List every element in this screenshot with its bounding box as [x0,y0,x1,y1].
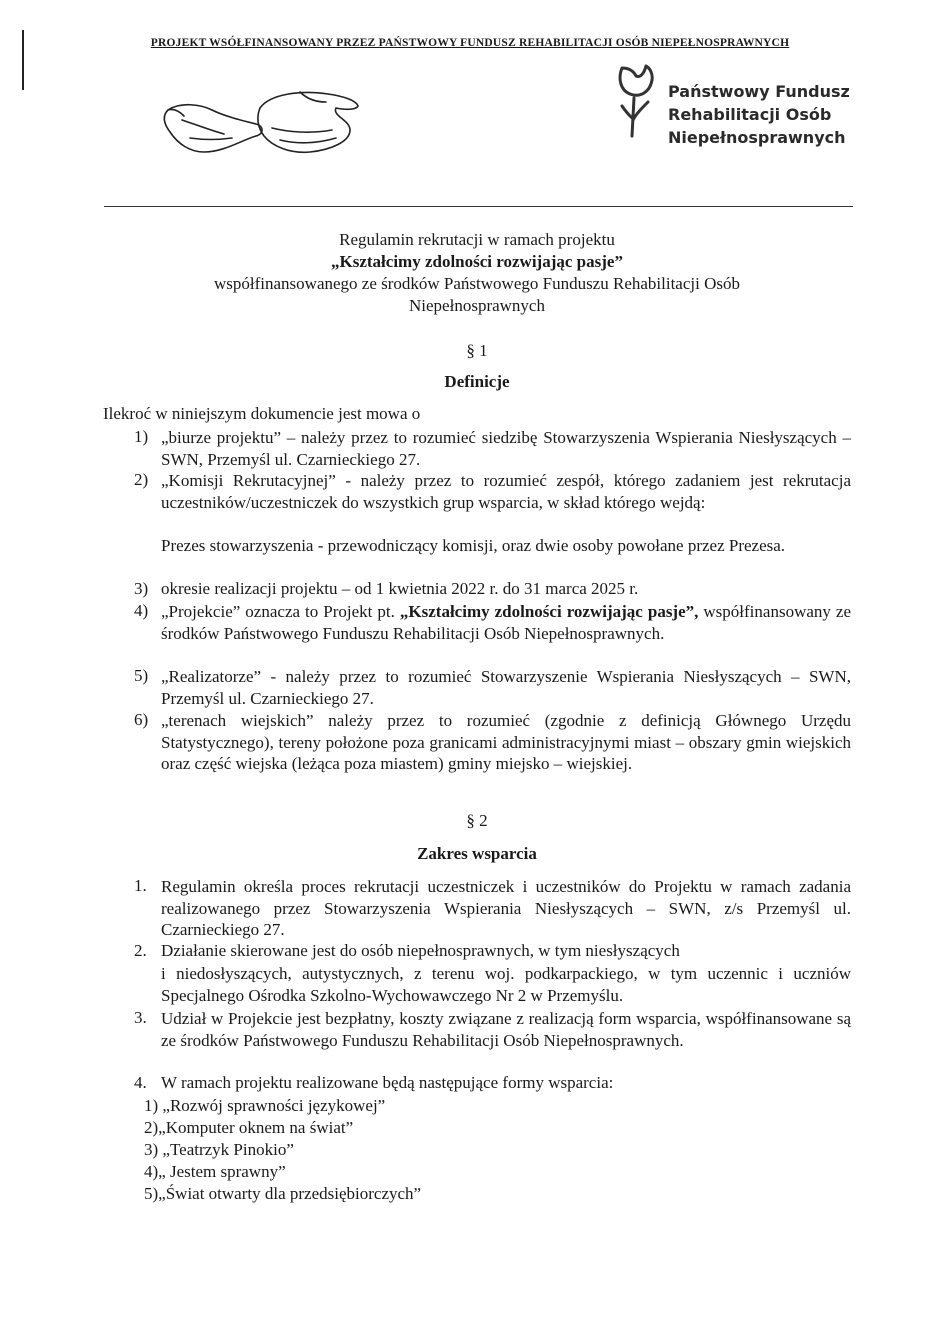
definition-item: „biurze projektu” – należy przez to rozumieć siedzibę Stowarzyszenia Wspierania Niesłyszących – SWN, Przemyśl ul. Czarnieckiego 27. [161,428,851,469]
item-text: „Projekcie” oznacza to Projekt pt. [161,602,395,621]
support-item: Regulamin określa proces rekrutacji uczestniczek i uczestników do Projektu w ramach zadania realizowanego przez Stowarzyszenia Wspierania Niesłyszących – SWN, z/s Przemyśl ul. Czarnieckiego 27. [161,877,851,939]
item-number: 2) [134,470,149,489]
item-number: 3) [134,579,149,598]
project-title: „Kształcimy zdolności rozwijając pasje” [331,252,623,271]
section-2-heading: Zakres wsparcia [417,844,537,863]
support-form-item: 5)„Świat otwarty dla przedsiębiorczych” [144,1184,422,1203]
item-project-name: „Kształcimy zdolności rozwijając pasje”, [399,602,699,621]
item-text: współfinansowany ze środków Państwowego Funduszu Rehabilitacji Osób Niepełnosprawnych. [161,602,851,643]
hands-icon [160,80,360,160]
section-1-mark: § 1 [466,341,488,360]
logo-line: Rehabilitacji Osób [668,105,832,124]
item-number: 6) [134,710,149,729]
support-form-item: 4)„ Jestem sprawny” [144,1162,286,1181]
support-item: W ramach projektu realizowane będą następujące formy wsparcia: [161,1073,614,1092]
section-2-mark: § 2 [466,811,488,830]
support-form-item: 3) „Teatrzyk Pinokio” [144,1140,294,1159]
pfron-logo-text [668,80,850,149]
item-number: 4) [134,601,149,620]
logo-line: Niepełnosprawnych [668,128,846,147]
item-number: 4. [134,1073,147,1092]
support-form-item: 2)„Komputer oknem na świat” [144,1118,354,1137]
definition-item: „terenach wiejskich” należy przez to rozumieć (zgodnie z definicją Głównego Urzędu Statystycznego), tereny położone poza granicami administracyjnymi miast – obszary gmin wiejskich oraz część wiejska (leżąca poza miastem) gminy miejsko – wiejskiej. [161,711,851,773]
definition-item: „Komisji Rekrutacyjnej” - należy przez to rozumieć zespół, którego zadaniem jest rekrutacja uczestników/uczestniczek do wszystkich grup wsparcia, w skład którego wejdą: [161,471,851,512]
definition-item: „Realizatorze” - należy przez to rozumieć Stowarzyszenie Wspierania Niesłyszących – SWN, Przemyśl ul. Czarnieckiego 27. [161,667,851,708]
support-item: Udział w Projekcie jest bezpłatny, koszty związane z realizacją form wsparcia, współfinansowane są ze środków Państwowego Funduszu Rehabilitacji Osób Niepełnosprawnych. [161,1009,851,1050]
section-1-heading: Definicje [444,372,510,391]
item-number: 2. [134,941,147,960]
definition-item [161,601,851,644]
section-1-intro: Ilekroć w niniejszym dokumencie jest mowa o [103,404,421,423]
title-line-3: współfinansowanego ze środków Państwowego Funduszu Rehabilitacji Osób [214,274,740,293]
title-line-1: Regulamin rekrutacji w ramach projektu [339,230,615,249]
cofinancing-banner: PROJEKT WSÓŁFINANSOWANY PRZEZ PAŃSTWOWY FUNDUSZ REHABILITACJI OSÓB NIEPEŁNOSPRAWNYCH [150,37,790,49]
support-item: i niedosłyszących, autystycznych, z terenu woj. podkarpackiego, w tym uczennic i uczniów Specjalnego Ośrodka Szkolno-Wychowawczego Nr 2 w Przemyślu. [161,964,851,1005]
pfron-logo-icon [612,62,662,142]
definition-item-extra: Prezes stowarzyszenia - przewodniczący komisji, oraz dwie osoby powołane przez Prezesa. [161,536,786,555]
item-number: 5) [134,666,149,685]
support-item-line-1: Działanie skierowane jest do osób niepełnosprawnych, w tym niesłyszących [161,941,680,960]
header-divider [104,206,853,207]
title-line-4: Niepełnosprawnych [409,296,545,315]
item-number: 3. [134,1008,147,1027]
support-form-item: 1) „Rozwój sprawności językowej” [144,1096,386,1115]
item-number: 1. [134,876,147,895]
item-number: 1) [134,427,149,446]
definition-item: okresie realizacji projektu – od 1 kwietnia 2022 r. do 31 marca 2025 r. [161,579,639,598]
logo-line: Państwowy Fundusz [668,82,850,101]
